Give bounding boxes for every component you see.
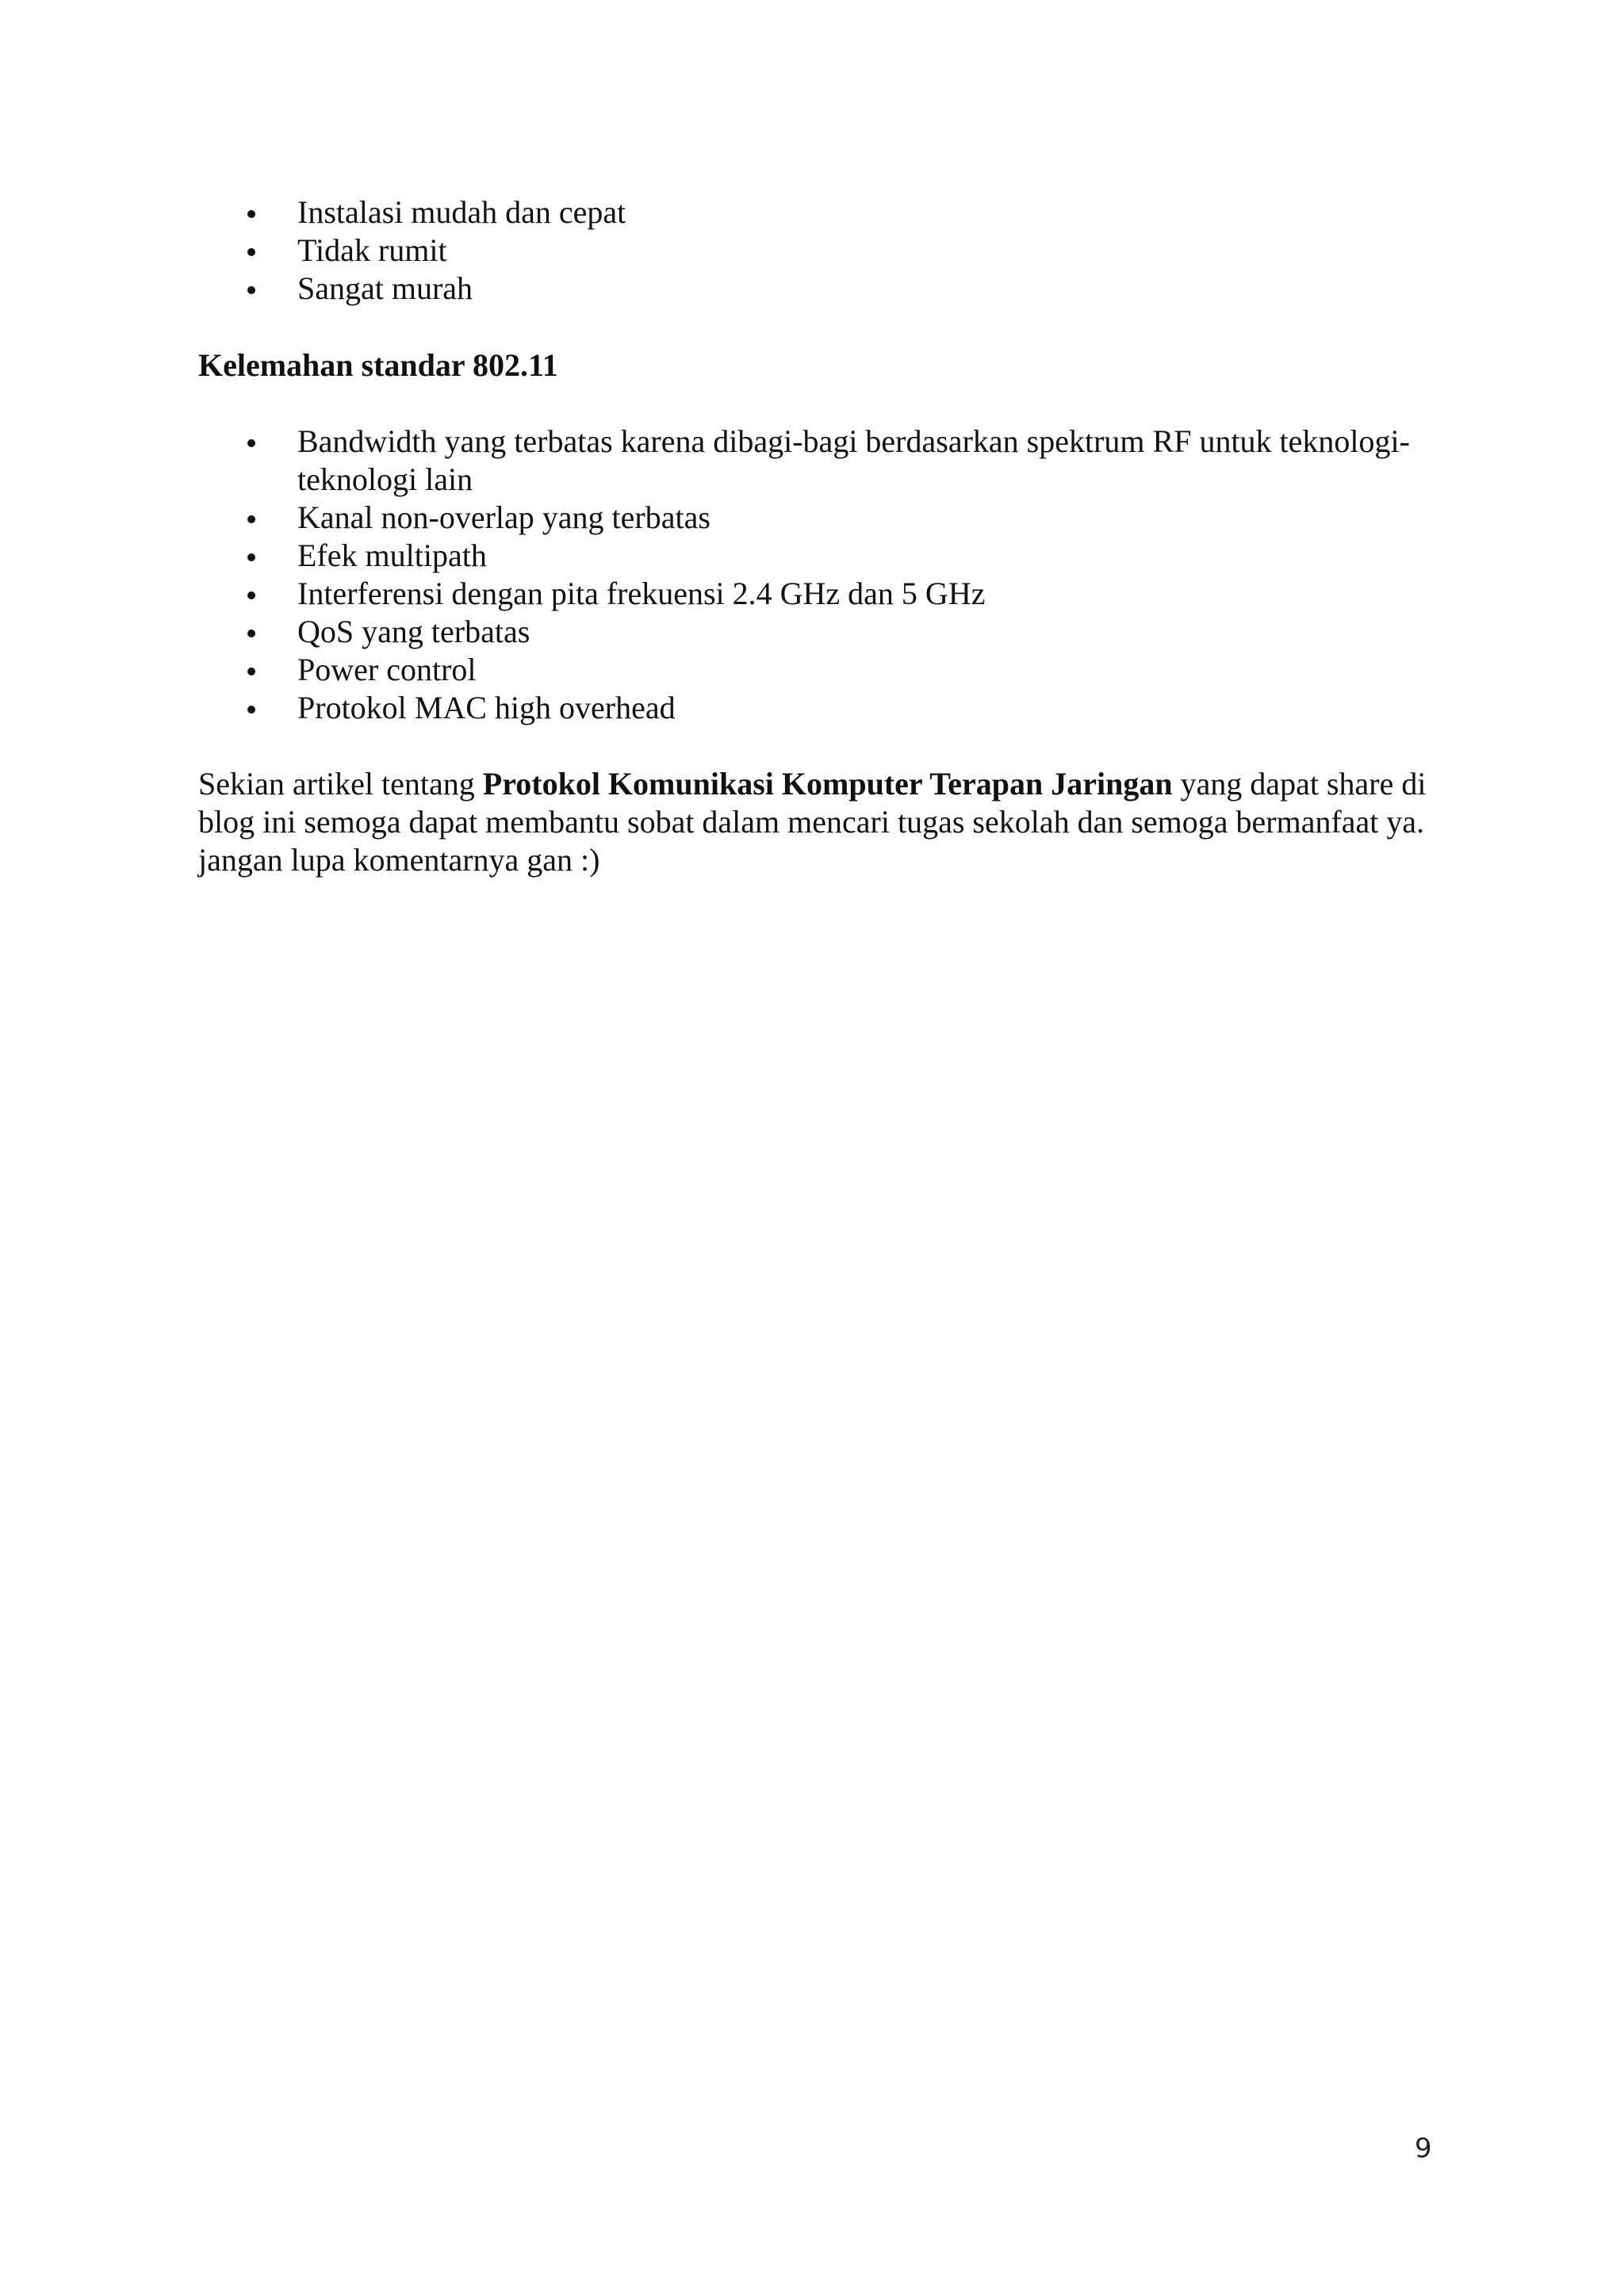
list-item [198,193,1427,232]
bullet-icon [247,515,255,523]
closing-paragraph [198,765,1427,879]
list-item-text: Kanal non-overlap yang terbatas [297,499,710,535]
bullet-icon [247,706,255,714]
list-item-text: Bandwidth yang terbatas karena dibagi-bagi berdasarkan spektrum RF untuk teknologi-teknologi lain [297,423,1410,497]
bullet-icon [247,248,255,256]
list-item [198,423,1427,499]
bullet-icon [247,668,255,675]
closing-text-end: yang dapat share di blog ini semoga dapat membantu sobat dalam mencari tugas sekolah dan semoga bermanfaat ya. jangan lupa komentarnya gan :) [198,766,1427,878]
page-number: 9 [1415,2133,1432,2164]
list-item-text: Protokol MAC high overhead [297,690,676,725]
weaknesses-list [198,423,1427,727]
bullet-icon [247,439,255,447]
closing-text-start: Sekian artikel tentang [198,766,483,802]
bullet-icon [247,629,255,637]
list-item [198,651,1427,689]
advantages-list [198,193,1427,308]
list-item-text: Efek multipath [297,538,487,573]
list-item [198,575,1427,613]
bullet-icon [247,286,255,294]
list-item [198,537,1427,575]
list-item [198,270,1427,308]
bullet-icon [247,591,255,599]
article-title-bold: Protokol Komunikasi Komputer Terapan Jaringan [482,766,1173,802]
list-item [198,689,1427,727]
list-item-text: Power control [297,652,477,687]
list-item [198,499,1427,537]
list-item-text: Tidak rumit [297,232,447,268]
list-item [198,613,1427,651]
bullet-icon [247,553,255,561]
bullet-icon [247,210,255,218]
list-item-text: Sangat murah [297,270,473,306]
section-heading: Kelemahan standar 802.11 [198,347,558,383]
list-item [198,232,1427,270]
list-item-text: QoS yang terbatas [297,614,530,649]
page-content [198,193,1427,911]
list-item-text: Instalasi mudah dan cepat [297,194,626,230]
list-item-text: Interferensi dengan pita frekuensi 2.4 GHz dan 5 GHz [297,576,986,611]
